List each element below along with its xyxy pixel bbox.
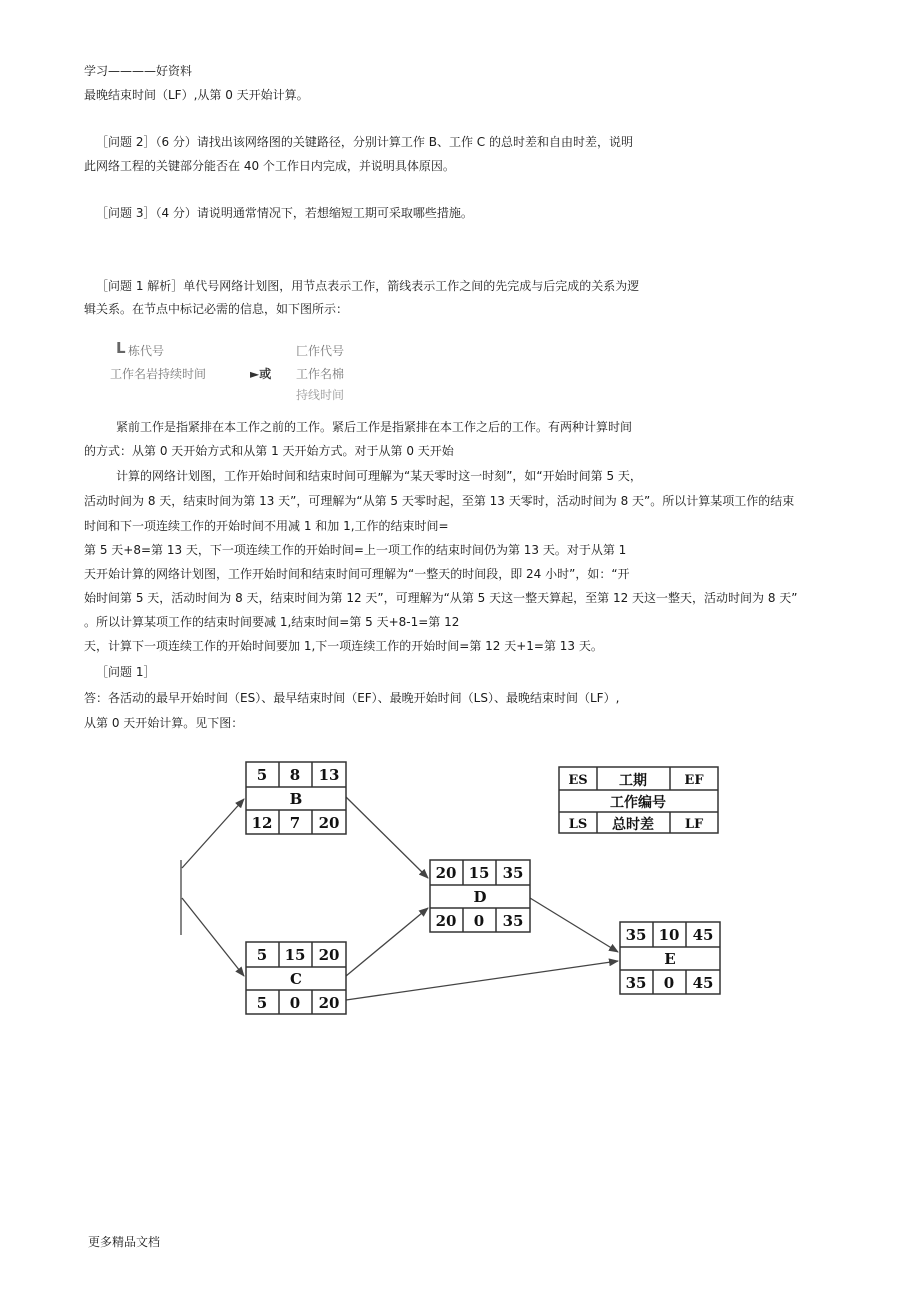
edge-c-e <box>346 961 618 1000</box>
node-total-float: 7 <box>289 814 301 832</box>
para-line-9: 。所以计算某项工作的结束时间要减 1,结束时间=第 5 天+8-1=第 12 <box>84 615 460 629</box>
para-line-4: 活动时间为 8 天，结束时间为第 13 天”，可理解为“从第 5 天零时起，至第 13 天零时，活动时间为 8 天”。所以计算某项工作的结束 <box>84 494 795 508</box>
legend-lf: LF <box>684 817 704 832</box>
legend-work-id: 工作编号 <box>610 795 666 811</box>
para-line-7: 天开始计算的网络计划图，工作开始时间和结束时间可理解为“一整天的时间段，即 24 小时”，如：“开 <box>84 567 630 581</box>
node-lf: 45 <box>692 974 714 992</box>
node-legend-left-2: 工作名岩持续时间 <box>110 367 207 381</box>
page-header: 学习————好资料 <box>84 64 193 78</box>
node-legend-right-2: 工作名棉 <box>296 367 345 381</box>
node-duration: 10 <box>658 926 680 944</box>
legend-total-float: 总时差 <box>612 817 654 833</box>
para-line-2: 的方式：从第 0 天开始方式和从第 1 天开始方式。对于从第 0 天开始 <box>84 444 454 458</box>
node-duration: 15 <box>468 864 490 882</box>
node-es: 35 <box>625 926 647 944</box>
question-2-line-2: 此网络工程的关键部分能否在 40 个工作日内完成，并说明具体原因。 <box>84 159 455 173</box>
node-id: E <box>664 950 676 968</box>
node-lf: 20 <box>318 814 340 832</box>
legend-duration: 工期 <box>619 773 647 789</box>
node-letter-l: L <box>116 339 126 357</box>
para-line-5: 时间和下一项连续工作的开始时间不用减 1 和加 1,工作的结束时间= <box>84 519 449 533</box>
node-es: 5 <box>256 766 268 784</box>
legend-ef: EF <box>684 773 704 788</box>
legend-ls: LS <box>568 817 588 832</box>
legend-es: ES <box>568 773 588 788</box>
node-id: D <box>473 888 487 906</box>
edge-start-b <box>182 799 244 868</box>
node-total-float: 0 <box>663 974 675 992</box>
question-3: ［问题 3］（4 分）请说明通常情况下，若想缩短工期可采取哪些措施。 <box>96 206 473 220</box>
para-line-6: 第 5 天+8=第 13 天，下一项连续工作的开始时间=上一项工作的结束时间仍为第 13 天。对于从第 1 <box>84 543 627 557</box>
page-footer: 更多精品文档 <box>88 1235 161 1249</box>
edge-d-e <box>530 898 618 952</box>
node-ef: 13 <box>318 766 340 784</box>
para-line-3: 计算的网络计划图，工作开始时间和结束时间可理解为“某天零时这一时刻”，如“开始时间第 5 天， <box>116 469 642 483</box>
para-line-10: 天，计算下一项连续工作的开始时间要加 1,下一项连续工作的开始时间=第 12 天+1=第 13 天。 <box>84 639 603 653</box>
answer-line-2: 从第 0 天开始计算。见下图： <box>84 716 244 730</box>
node-id: B <box>289 790 303 808</box>
node-legend-right-3: 持线时间 <box>296 388 345 402</box>
node-b <box>246 762 346 834</box>
question-2-line-1: ［问题 2］（6 分）请找出该网络图的关键路径，分别计算工作 B、工作 C 的总时差和自由时差，说明 <box>96 135 633 149</box>
para-line-1: 紧前工作是指紧排在本工作之前的工作。紧后工作是指紧排在本工作之后的工作。有两种计算时间 <box>116 420 633 434</box>
answer-line-1: 答：各活动的最早开始时间（ES）、最早结束时间（EF）、最晚开始时间（LS）、最晚结束时间（LF）, <box>84 691 620 705</box>
analysis-line-2: 辑关系。在节点中标记必需的信息，如下图所示： <box>84 302 349 316</box>
diagram-legend <box>559 767 718 833</box>
node-ls: 5 <box>256 994 268 1012</box>
node-lf: 20 <box>318 994 340 1012</box>
node-legend-arrow: ►或 <box>250 367 272 381</box>
text-line: 最晚结束时间（LF）,从第 0 天开始计算。 <box>84 88 309 102</box>
node-es: 20 <box>435 864 457 882</box>
node-total-float: 0 <box>289 994 301 1012</box>
node-ef: 45 <box>692 926 714 944</box>
node-ls: 12 <box>251 814 273 832</box>
edge-b-d <box>346 797 428 878</box>
node-es: 5 <box>256 946 268 964</box>
node-total-float: 0 <box>473 912 485 930</box>
para-line-8: 始时间第 5 天，活动时间为 8 天，结束时间为第 12 天”，可理解为“从第 5 天这一整天算起，至第 12 天这一整天，活动时间为 8 天” <box>84 591 798 605</box>
node-ef: 20 <box>318 946 340 964</box>
node-d <box>430 860 530 932</box>
node-lf: 35 <box>502 912 524 930</box>
node-ls: 35 <box>625 974 647 992</box>
node-duration: 15 <box>284 946 306 964</box>
analysis-line-1: ［问题 1 解析］单代号网络计划图，用节点表示工作，箭线表示工作之间的先完成与后完成的关系为逻 <box>96 279 640 293</box>
edge-start-c <box>182 898 244 976</box>
node-legend-right-1: 匚作代号 <box>296 344 345 358</box>
question-1-label: ［问题 1］ <box>96 665 156 679</box>
node-ef: 35 <box>502 864 524 882</box>
edge-c-d <box>346 908 428 976</box>
node-c <box>246 942 346 1014</box>
node-id: C <box>290 970 302 988</box>
node-duration: 8 <box>289 766 301 784</box>
node-legend-left-1: 栋代号 <box>128 344 165 358</box>
node-ls: 20 <box>435 912 457 930</box>
node-e <box>620 922 720 994</box>
